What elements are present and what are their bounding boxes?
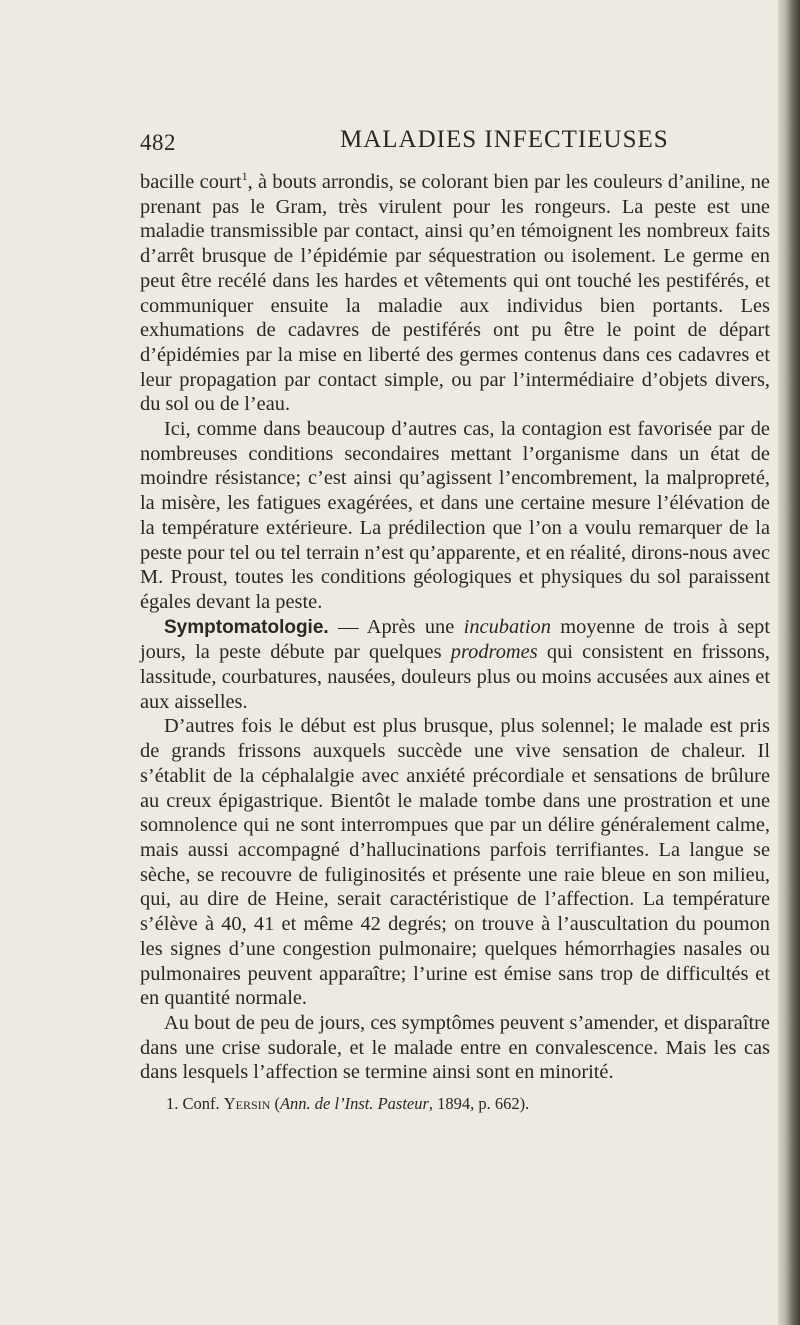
footnote-prefix: Conf.: [178, 1094, 224, 1113]
page-edge-shadow: [778, 0, 800, 1325]
page-header: [140, 126, 760, 166]
term-prodromes: prodromes: [450, 641, 538, 664]
paragraph-1-start: bacille court: [140, 171, 242, 193]
footnote-number: 1.: [166, 1094, 179, 1113]
paragraph-3-text-b: moyenne de trois à sept jours, la peste débute par quelques: [140, 615, 770, 664]
body-text: [140, 170, 770, 1085]
paragraph-3-text-c: qui consistent en frissons, lassitude, courbatures, nausées, douleurs plus ou moins accusées aux aines et aux aisselles.: [140, 641, 770, 713]
paragraph-5: Au bout de peu de jours, ces symptômes peuvent s’amender, et disparaître dans une crise sudorale, et le malade entre en convalescence. Mais les cas dans lesquels l’affection se termine ainsi sont en minorité.: [140, 1011, 770, 1084]
footnote-author: Yersin: [223, 1094, 271, 1113]
paragraph-4: D’autres fois le début est plus brusque, plus solennel; le malade est pris de grands frissons auxquels succède une vive sensation de chaleur. Il s’établit de la céphalalgie avec anxiété précordiale et sensations de brûlure au creux épigastrique. Bientôt le malade tombe dans une prostration et une somnolence qui ne sont interrompues que par un délire généralement calme, mais aussi accompagné d’hallucinations parfois terrifiantes. La langue se sèche, se recouvre de fuliginosités et présente une raie bleue en son milieu, qui, au dire de Heine, serait caractéristique de l’affection. La température s’élève à 40, 41 et même 42 degrés; on trouve à l’auscultation du poumon les signes d’une congestion pulmonaire; quelques hémorrhagies nasales ou pulmonaires peuvent apparaître; l’urine est émise sans trop de difficultés et en quantité normale.: [140, 715, 770, 1010]
running-title: MALADIES INFECTIEUSES: [340, 126, 669, 153]
page-number: 482: [140, 130, 176, 155]
footnote-reference: 1: [241, 169, 248, 184]
footnote: [166, 1094, 766, 1114]
paragraph-1-rest: , à bouts arrondis, se colorant bien par les couleurs d’aniline, ne prenant pas le Gram, très virulent pour les rongeurs. La peste est une maladie transmissible par contact, ainsi qu’en témoignent les nombreux faits d’arrêt brusque de l’épidémie par séquestration ou isolement. Le germe en peut être recélé dans les hardes et vêtements qui ont touché les pestiférés, et communiquer ensuite la maladie aux individus bien portants. Les exhumations de cadavres de pestiférés ont pu être le point de départ d’épidémies par la mise en liberté des germes contenus dans ces cadavres et leur propagation par contact simple, ou par l’intermédiaire d’objets divers, du sol ou de l’eau.: [140, 171, 770, 416]
paragraph-3-text-a: — Après une: [328, 615, 464, 638]
paragraph-3: [140, 615, 770, 715]
paragraph-2: Ici, comme dans beaucoup d’autres cas, la contagion est favorisée par de nombreuses conditions secondaires mettant l’organisme dans un état de moindre résistance; c’est ainsi qu’agissent l’encombrement, la malpropreté, la misère, les fatigues exagérées, et dans une certaine mesure l’élévation de la température extérieure. La prédilection que l’on a voulu remarquer de la peste pour tel ou tel terrain n’est qu’apparente, et en réalité, dirons-nous avec M. Proust, toutes les conditions géologiques et physiques du sol paraissent égales devant la peste.: [140, 418, 770, 613]
footnote-suffix: , 1894, p. 662).: [428, 1094, 530, 1113]
footnote-source: Ann. de l’Inst. Pasteur: [279, 1094, 429, 1113]
term-incubation: incubation: [463, 615, 551, 638]
paragraph-1: [140, 170, 770, 417]
footnote-paren: (: [270, 1094, 280, 1113]
section-heading: Symptomatologie.: [164, 616, 329, 638]
